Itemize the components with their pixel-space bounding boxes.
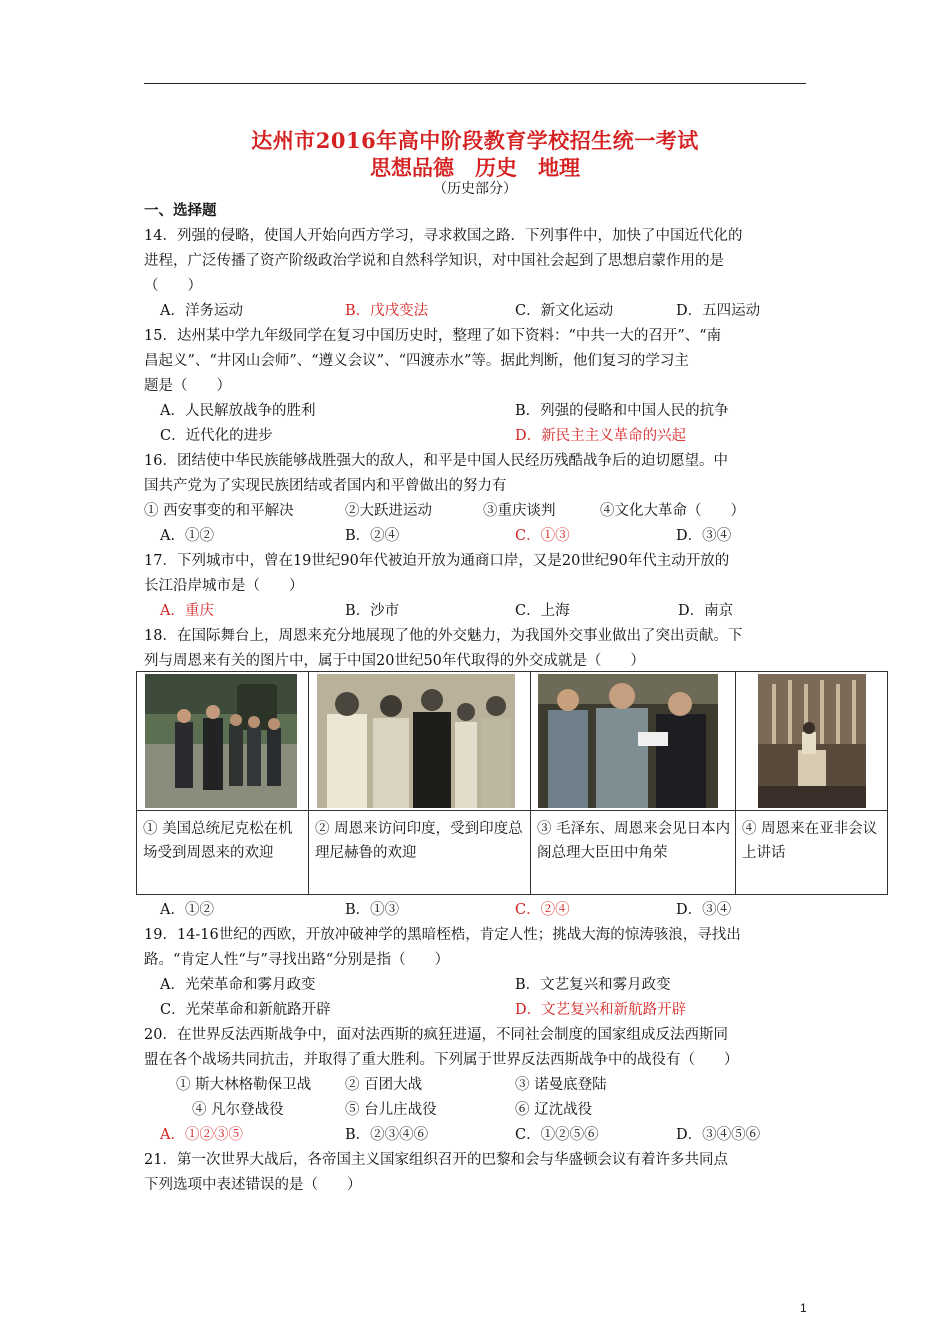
q16-option-a: A．①②	[160, 528, 214, 544]
q16-line: 国共产党为了实现民族团结或者国内和平曾做出的努力有	[144, 478, 507, 494]
q18-option-d: D．③④	[676, 902, 732, 918]
q21-line: 21．第一次世界大战后，各帝国主义国家组织召开的巴黎和会与华盛顿会议有着许多共同点	[144, 1152, 728, 1168]
q14-line: 进程，广泛传播了资产阶级政治学说和自然科学知识，对中国社会起到了思想启蒙作用的是	[144, 253, 724, 269]
q14-option-c: C．新文化运动	[515, 303, 614, 319]
q16-line: 16．团结使中华民族能够战胜强大的敌人，和平是中国人民经历残酷战争后的迫切愿望。中	[144, 453, 728, 469]
q20-item: ④ 凡尔登战役	[192, 1102, 284, 1118]
q19-line: 19．14-16世纪的西欧，开放冲破神学的黑暗桎梏，肯定人性；挑战大海的惊涛骇浪，寻找出	[144, 927, 741, 943]
q19-option-d-answer: D．文艺复兴和新航路开辟	[515, 1002, 687, 1018]
q17-line: 长江沿岸城市是（ ）	[144, 578, 304, 594]
q20-line: 盟在各个战场共同抗击，并取得了重大胜利。下列属于世界反法西斯战争中的战役有（ ）	[144, 1052, 739, 1068]
photo-caption: ④ 周恩来在亚非会议上讲话	[742, 821, 878, 861]
q18-line: 18．在国际舞台上，周恩来充分地展现了他的外交魅力，为我国外交事业做出了突出贡献。下	[144, 628, 743, 644]
photo-caption: ③ 毛泽东、周恩来会见日本内阁总理大臣田中角荣	[537, 821, 731, 861]
exam-title: 达州市2016年高中阶段教育学校招生统一考试	[251, 128, 699, 153]
photo-asian-african-conference	[758, 674, 866, 808]
q21-line: 下列选项中表述错误的是（ ）	[144, 1177, 362, 1193]
top-rule	[144, 83, 806, 84]
q15-option-a: A．人民解放战争的胜利	[160, 403, 316, 419]
photo-cell	[309, 672, 531, 811]
q17-line: 17．下列城市中，曾在19世纪90年代被迫开放为通商口岸，又是20世纪90年代主动开放的	[144, 553, 730, 569]
photo-mao-tanaka	[538, 674, 718, 808]
q14-line: （ ）	[144, 278, 202, 294]
q14-option-b-answer: B．戊戌变法	[345, 303, 429, 319]
photo-cell	[531, 672, 736, 811]
q18-option-b: B．①③	[345, 902, 400, 918]
q20-option-a-answer: A．①②③⑤	[160, 1127, 243, 1143]
q20-item: ③ 诺曼底登陆	[515, 1077, 607, 1093]
q20-item: ① 斯大林格勒保卫战	[176, 1077, 312, 1093]
q18-option-c-answer: C．②④	[515, 902, 570, 918]
photo-caption: ① 美国总统尼克松在机场受到周恩来的欢迎	[143, 821, 293, 861]
q19-option-b: B．文艺复兴和雾月政变	[515, 977, 671, 993]
q16-item: ④文化大革命（ ）	[600, 503, 745, 519]
q14-option-d: D．五四运动	[676, 303, 761, 319]
q16-item: ① 西安事变的和平解决	[144, 503, 294, 519]
q16-item: ②大跃进运动	[345, 503, 432, 519]
q15-line: 题是（ ）	[144, 378, 231, 394]
q17-option-b: B．沙市	[345, 603, 400, 619]
q15-option-d-answer: D．新民主主义革命的兴起	[515, 428, 687, 444]
q17-option-c: C．上海	[515, 603, 570, 619]
q17-option-d: D．南京	[678, 603, 734, 619]
exam-subjects: 思想品德 历史 地理	[370, 155, 580, 180]
q20-line: 20．在世界反法西斯战争中，面对法西斯的疯狂进逼，不同社会制度的国家组成反法西斯同	[144, 1027, 728, 1043]
q16-option-d: D．③④	[676, 528, 732, 544]
q20-item: ② 百团大战	[345, 1077, 423, 1093]
photo-caption-cell	[137, 811, 309, 895]
section-heading: 一、选择题	[144, 202, 217, 219]
q20-option-b: B．②③④⑥	[345, 1127, 429, 1143]
photo-caption-cell	[736, 811, 888, 895]
photo-caption-cell	[309, 811, 531, 895]
q20-item: ⑤ 台儿庄战役	[345, 1102, 437, 1118]
q20-option-c: C．①②⑤⑥	[515, 1127, 599, 1143]
q20-item: ⑥ 辽沈战役	[515, 1102, 593, 1118]
q14-line: 14．列强的侵略，使国人开始向西方学习，寻求救国之路．下列事件中，加快了中国近代化的	[144, 228, 743, 244]
photo-cell	[736, 672, 888, 811]
photo-caption: ② 周恩来访问印度，受到印度总理尼赫鲁的欢迎	[315, 821, 523, 861]
q16-item: ③重庆谈判	[483, 503, 556, 519]
q18-option-a: A．①②	[160, 902, 214, 918]
photo-cell	[137, 672, 309, 811]
photo-table	[136, 671, 888, 895]
q19-line: 路。“肯定人性“与”寻找出路“分别是指（ ）	[144, 952, 450, 968]
page-number: 1	[800, 1301, 807, 1315]
q15-option-b: B．列强的侵略和中国人民的抗争	[515, 403, 729, 419]
q14-option-a: A．洋务运动	[160, 303, 243, 319]
q15-option-c: C．近代化的进步	[160, 428, 273, 444]
q20-option-d: D．③④⑤⑥	[676, 1127, 761, 1143]
q15-line: 昌起义”、“井冈山会师”、“遵义会议”、“四渡赤水”等。据此判断，他们复习的学习主	[144, 353, 689, 369]
q19-option-a: A．光荣革命和雾月政变	[160, 977, 316, 993]
q16-option-c-answer: C．①③	[515, 528, 570, 544]
q18-line: 列与周恩来有关的图片中，属于中国20世纪50年代取得的外交成就是（ ）	[144, 653, 645, 669]
exam-subtitle: （历史部分）	[433, 181, 517, 197]
photo-nixon-airport	[145, 674, 297, 808]
q17-option-a-answer: A．重庆	[160, 603, 214, 619]
photo-caption-cell	[531, 811, 736, 895]
q15-line: 15．达州某中学九年级同学在复习中国历史时，整理了如下资料：“中共一大的召开”、“南	[144, 328, 722, 344]
photo-nehru-india	[317, 674, 515, 808]
q16-option-b: B．②④	[345, 528, 400, 544]
q19-option-c: C．光荣革命和新航路开辟	[160, 1002, 331, 1018]
